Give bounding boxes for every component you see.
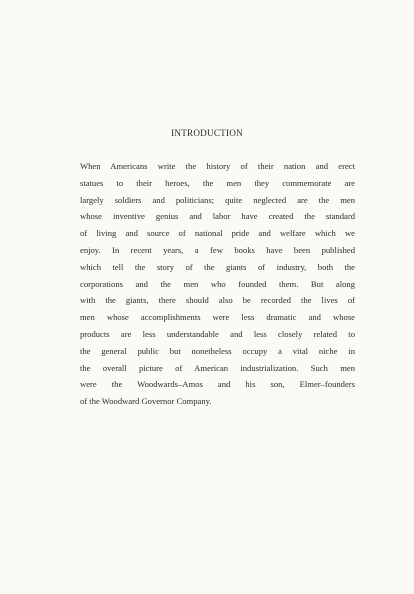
paragraph-line: statues to their heroes, the men they commemorate are xyxy=(80,177,355,188)
paragraph-line: whose inventive genius and labor have created the standard xyxy=(80,211,355,222)
paragraph-line: of living and source of national pride and welfare which we xyxy=(80,228,355,239)
paragraph-line: men whose accomplishments were less dramatic and whose xyxy=(80,312,355,323)
paragraph-line: were the Woodwards–Amos and his son, Elmer–founders xyxy=(80,379,355,390)
paragraph-line: the overall picture of American industrialization. Such men xyxy=(80,362,355,373)
introduction-paragraph xyxy=(80,158,355,410)
paragraph-line: enjoy. In recent years, a few books have been published xyxy=(80,244,355,255)
paragraph-line: largely soldiers and politicians; quite neglected are the men xyxy=(80,194,355,205)
paragraph-line: products are less understandable and less closely related to xyxy=(80,328,355,339)
paragraph-line: of the Woodward Governor Company. xyxy=(80,396,212,407)
page-heading: INTRODUCTION xyxy=(171,128,243,138)
paragraph-line: corporations and the men who founded them. But along xyxy=(80,278,355,289)
paragraph-line: which tell the story of the giants of industry, both the xyxy=(80,261,355,272)
paragraph-line: When Americans write the history of their nation and erect xyxy=(80,161,355,171)
paragraph-line: the general public but nonetheless occupy a vital niche in xyxy=(80,345,355,356)
paragraph-line: with the giants, there should also be recorded the lives of xyxy=(80,295,355,306)
